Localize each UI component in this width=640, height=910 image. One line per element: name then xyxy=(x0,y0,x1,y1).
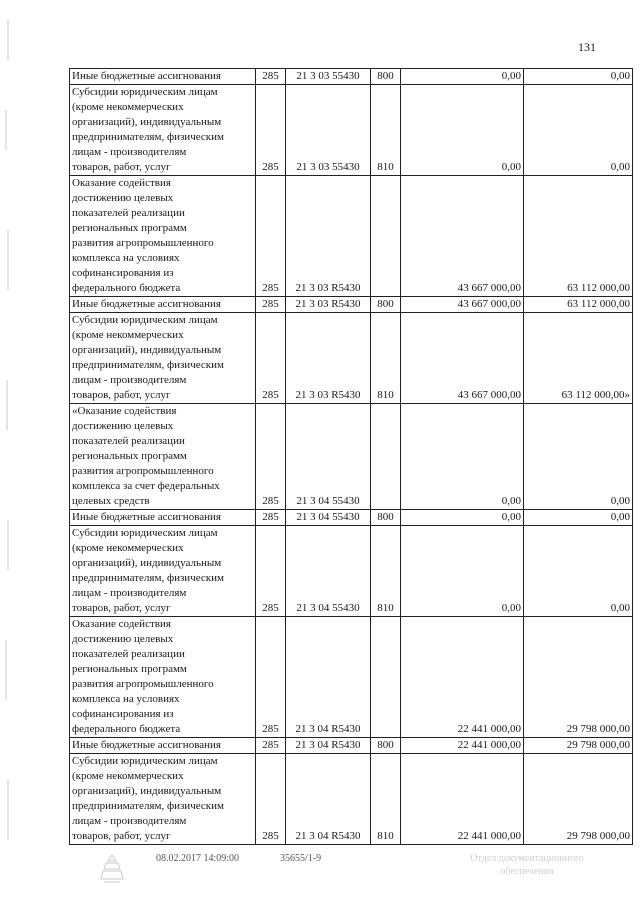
table-row xyxy=(70,510,633,526)
row-sum-2018-cell: 63 112 000,00 xyxy=(524,176,633,297)
table-row xyxy=(70,176,633,297)
row-sum-2018-cell: 63 112 000,00» xyxy=(524,313,633,404)
row-grbs-cell: 285 xyxy=(256,617,286,738)
budget-table xyxy=(69,68,633,845)
row-vr-cell: 800 xyxy=(371,297,401,313)
row-name-cell: Иные бюджетные ассигнования xyxy=(70,738,256,754)
row-sum-2017-cell: 43 667 000,00 xyxy=(401,297,524,313)
row-name-cell: Субсидии юридическим лицам (кроме некоммерческих организаций), индивидуальным предпринимателям, физическим лицам - производителям товаров, работ, услуг xyxy=(70,313,256,404)
row-name-cell: Оказание содействия достижению целевых показателей реализации региональных программ развития агропромышленного комплекса на условиях софинансирования из федерального бюджета xyxy=(70,176,256,297)
row-csr-cell: 21 3 04 R5430 xyxy=(286,738,371,754)
row-vr-cell: 810 xyxy=(371,526,401,617)
row-grbs-cell: 285 xyxy=(256,313,286,404)
footer-datetime: 08.02.2017 14:09:00 xyxy=(156,853,240,864)
row-sum-2017-cell: 0,00 xyxy=(401,85,524,176)
row-name-cell: Субсидии юридическим лицам (кроме некоммерческих организаций), индивидуальным предпринимателям, физическим лицам - производителям товаров, работ, услуг xyxy=(70,754,256,845)
scan-edge-marks xyxy=(2,0,14,905)
row-vr-cell: 810 xyxy=(371,313,401,404)
row-name-cell: Иные бюджетные ассигнования xyxy=(70,69,256,85)
row-grbs-cell: 285 xyxy=(256,176,286,297)
row-sum-2018-cell: 29 798 000,00 xyxy=(524,754,633,845)
row-grbs-cell: 285 xyxy=(256,754,286,845)
row-csr-cell: 21 3 03 55430 xyxy=(286,69,371,85)
table-row xyxy=(70,617,633,738)
footer-doc-number: 35655/1-9 xyxy=(280,853,322,864)
table-row xyxy=(70,738,633,754)
row-grbs-cell: 285 xyxy=(256,297,286,313)
row-sum-2018-cell: 29 798 000,00 xyxy=(524,617,633,738)
row-sum-2018-cell: 0,00 xyxy=(524,526,633,617)
row-vr-cell: 800 xyxy=(371,69,401,85)
row-grbs-cell: 285 xyxy=(256,404,286,510)
row-name-cell: Оказание содействия достижению целевых показателей реализации региональных программ развития агропромышленного комплекса на условиях софинансирования из федерального бюджета xyxy=(70,617,256,738)
row-name-cell: Иные бюджетные ассигнования xyxy=(70,297,256,313)
stamp-line-2: обеспечения xyxy=(500,866,554,877)
row-csr-cell: 21 3 04 R5430 xyxy=(286,754,371,845)
registration-stamp xyxy=(452,852,602,878)
row-sum-2017-cell: 0,00 xyxy=(401,69,524,85)
row-grbs-cell: 285 xyxy=(256,738,286,754)
table-row xyxy=(70,754,633,845)
row-sum-2018-cell: 63 112 000,00 xyxy=(524,297,633,313)
table-row xyxy=(70,85,633,176)
row-vr-cell xyxy=(371,617,401,738)
stamp-line-1: Отдел документационного xyxy=(470,853,584,864)
row-sum-2017-cell: 43 667 000,00 xyxy=(401,313,524,404)
row-sum-2017-cell: 0,00 xyxy=(401,404,524,510)
row-sum-2017-cell: 22 441 000,00 xyxy=(401,754,524,845)
row-sum-2017-cell: 22 441 000,00 xyxy=(401,617,524,738)
row-name-cell: Субсидии юридическим лицам (кроме некоммерческих организаций), индивидуальным предпринимателям, физическим лицам - производителям товаров, работ, услуг xyxy=(70,526,256,617)
row-csr-cell: 21 3 03 R5430 xyxy=(286,176,371,297)
row-name-cell: Субсидии юридическим лицам (кроме некоммерческих организаций), индивидуальным предпринимателям, физическим лицам - производителям товаров, работ, услуг xyxy=(70,85,256,176)
row-sum-2018-cell: 0,00 xyxy=(524,69,633,85)
row-csr-cell: 21 3 03 55430 xyxy=(286,85,371,176)
row-csr-cell: 21 3 04 55430 xyxy=(286,510,371,526)
row-sum-2018-cell: 0,00 xyxy=(524,404,633,510)
row-sum-2017-cell: 0,00 xyxy=(401,526,524,617)
row-grbs-cell: 285 xyxy=(256,526,286,617)
row-sum-2018-cell: 0,00 xyxy=(524,85,633,176)
row-sum-2017-cell: 22 441 000,00 xyxy=(401,738,524,754)
page-number: 131 xyxy=(578,40,596,54)
table-row xyxy=(70,404,633,510)
row-sum-2017-cell: 43 667 000,00 xyxy=(401,176,524,297)
row-sum-2017-cell: 0,00 xyxy=(401,510,524,526)
row-csr-cell: 21 3 04 55430 xyxy=(286,526,371,617)
row-sum-2018-cell: 29 798 000,00 xyxy=(524,738,633,754)
row-csr-cell: 21 3 03 R5430 xyxy=(286,297,371,313)
row-vr-cell: 810 xyxy=(371,754,401,845)
row-vr-cell xyxy=(371,176,401,297)
row-csr-cell: 21 3 03 R5430 xyxy=(286,313,371,404)
row-csr-cell: 21 3 04 R5430 xyxy=(286,617,371,738)
row-vr-cell xyxy=(371,404,401,510)
row-name-cell: «Оказание содействия достижению целевых показателей реализации региональных программ развития агропромышленного комплекса за счет федеральных целевых средств xyxy=(70,404,256,510)
table-row xyxy=(70,69,633,85)
table-row xyxy=(70,526,633,617)
seal-icon xyxy=(98,853,126,890)
table-row xyxy=(70,297,633,313)
row-vr-cell: 810 xyxy=(371,85,401,176)
row-vr-cell: 800 xyxy=(371,510,401,526)
row-grbs-cell: 285 xyxy=(256,69,286,85)
row-grbs-cell: 285 xyxy=(256,85,286,176)
row-grbs-cell: 285 xyxy=(256,510,286,526)
table-row xyxy=(70,313,633,404)
row-sum-2018-cell: 0,00 xyxy=(524,510,633,526)
row-vr-cell: 800 xyxy=(371,738,401,754)
row-csr-cell: 21 3 04 55430 xyxy=(286,404,371,510)
row-name-cell: Иные бюджетные ассигнования xyxy=(70,510,256,526)
